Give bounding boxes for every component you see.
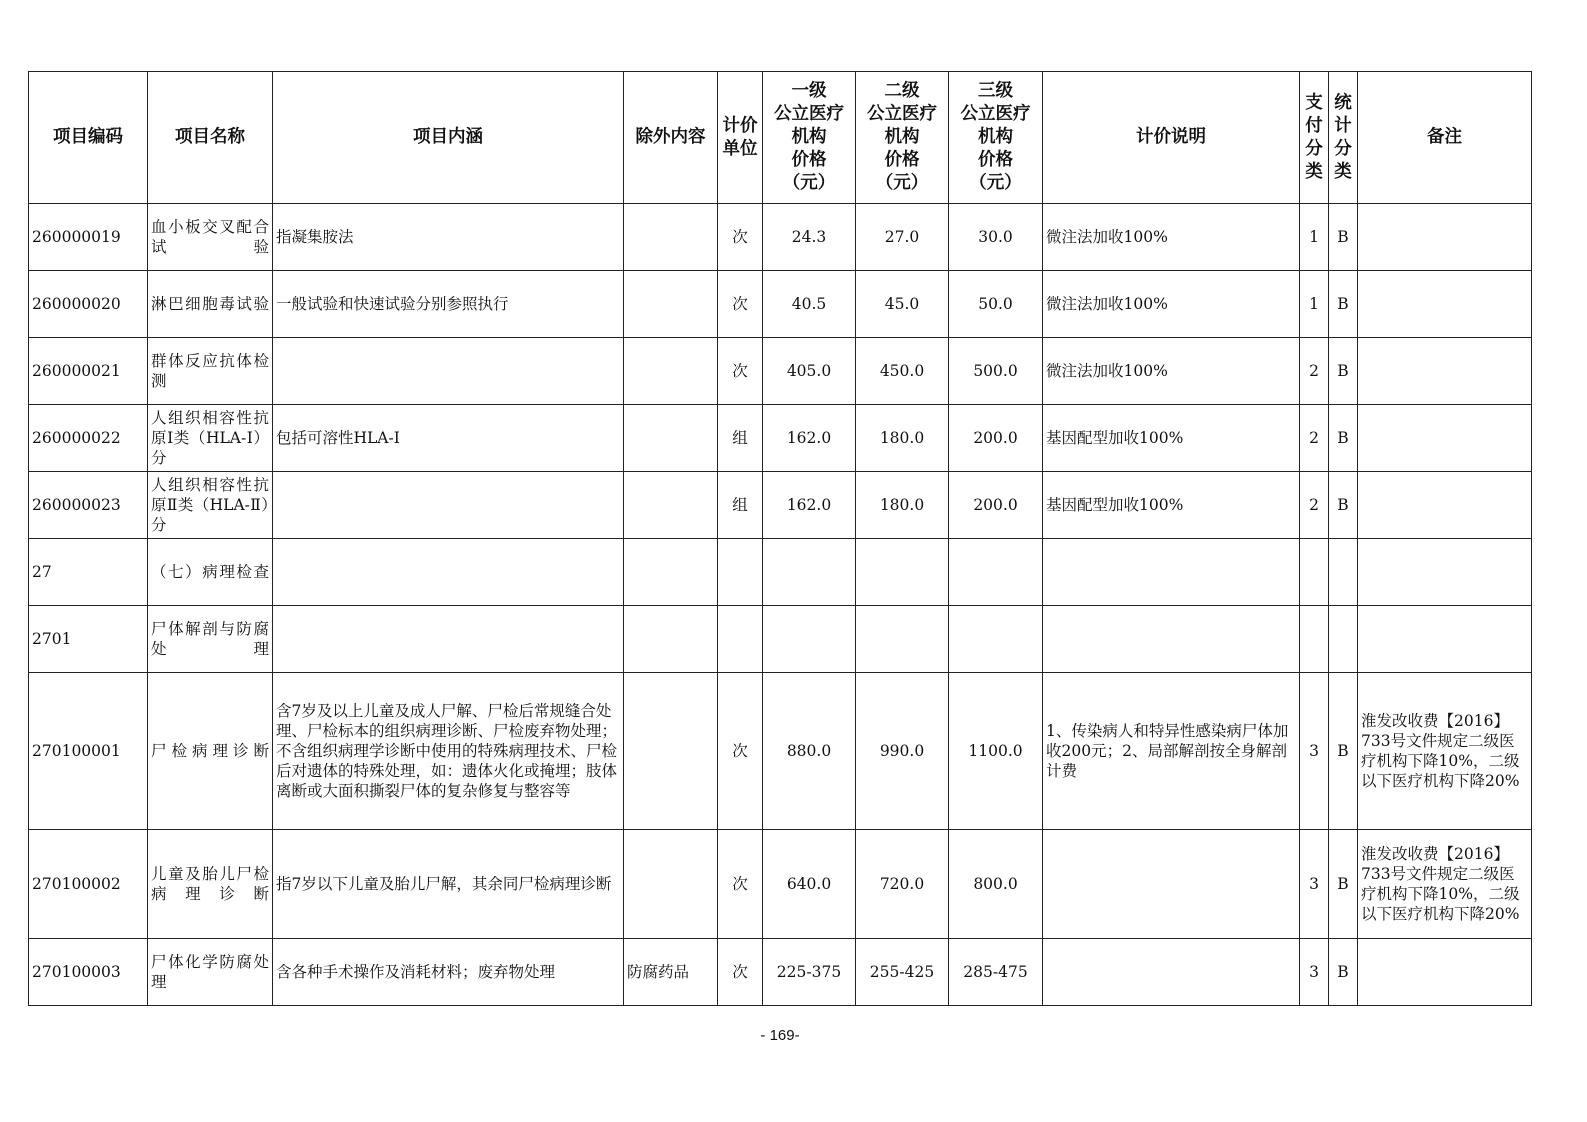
cell-note: 基因配型加收100% xyxy=(1043,472,1300,539)
cell-remark xyxy=(1358,271,1532,338)
header-price-level2 xyxy=(856,72,949,204)
cell-price2: 180.0 xyxy=(856,405,949,472)
cell-name: 血小板交叉配合试验 xyxy=(148,204,273,271)
header-price3-line: 机构 xyxy=(978,127,1013,147)
cell-content xyxy=(273,606,624,673)
cell-price2 xyxy=(856,539,949,606)
header-price1-line: 机构 xyxy=(791,127,827,147)
cell-name: 尸体解剖与防腐处理 xyxy=(148,606,273,673)
table-row xyxy=(29,539,1532,606)
header-pay: 支付分类 xyxy=(1300,72,1329,204)
cell-price2: 720.0 xyxy=(856,830,949,939)
cell-remark xyxy=(1358,204,1532,271)
cell-content xyxy=(273,539,624,606)
cell-content: 一般试验和快速试验分别参照执行 xyxy=(273,271,624,338)
cell-content: 含7岁及以上儿童及成人尸解、尸检后常规缝合处理、尸检标本的组织病理诊断、尸检废弃物处理；不含组织病理学诊断中使用的特殊病理技术、尸检后对遗体的特殊处理，如：遗体火化或掩埋；肢体离断或大面积撕裂尸体的复杂修复与整容等 xyxy=(273,673,624,830)
cell-name: 淋巴细胞毒试验 xyxy=(148,271,273,338)
header-name: 项目名称 xyxy=(148,72,273,204)
cell-stat: B xyxy=(1329,405,1358,472)
cell-price1: 405.0 xyxy=(763,338,856,405)
cell-remark xyxy=(1358,405,1532,472)
table-row xyxy=(29,338,1532,405)
cell-stat: B xyxy=(1329,338,1358,405)
table-row xyxy=(29,606,1532,673)
cell-content: 指7岁以下儿童及胎儿尸解，其余同尸检病理诊断 xyxy=(273,830,624,939)
cell-excluded xyxy=(624,472,718,539)
table-row xyxy=(29,405,1532,472)
header-remark: 备注 xyxy=(1358,72,1532,204)
cell-price1: 40.5 xyxy=(763,271,856,338)
cell-unit: 次 xyxy=(718,338,763,405)
cell-code: 260000023 xyxy=(29,472,148,539)
header-price1-line: （元） xyxy=(782,173,836,193)
header-price2-line: 价格 xyxy=(884,150,920,170)
header-price3-line: 公立医疗 xyxy=(960,104,1031,124)
cell-price1: 225-375 xyxy=(763,939,856,1006)
cell-excluded xyxy=(624,673,718,830)
cell-stat: B xyxy=(1329,271,1358,338)
header-price1-line: 一级 xyxy=(791,81,827,101)
cell-pay: 1 xyxy=(1300,271,1329,338)
cell-price1: 162.0 xyxy=(763,472,856,539)
header-price2-line: 二级 xyxy=(884,81,920,101)
cell-remark: 淮发改收费【2016】733号文件规定二级医疗机构下降10%，二级以下医疗机构下降20% xyxy=(1358,830,1532,939)
table-row xyxy=(29,673,1532,830)
cell-price3 xyxy=(949,606,1043,673)
header-price-level1 xyxy=(763,72,856,204)
cell-pay: 3 xyxy=(1300,830,1329,939)
cell-stat: B xyxy=(1329,830,1358,939)
cell-unit: 次 xyxy=(718,939,763,1006)
header-price-level3 xyxy=(949,72,1043,204)
header-row xyxy=(29,72,1532,204)
header-price1-line: 价格 xyxy=(791,150,827,170)
header-excluded: 除外内容 xyxy=(624,72,718,204)
cell-name-text: 人组织相容性抗原Ⅱ类（HLA-Ⅱ）分 xyxy=(151,476,269,534)
table-row xyxy=(29,472,1532,539)
price-table xyxy=(28,71,1532,1006)
cell-name xyxy=(148,472,273,539)
cell-code: 27 xyxy=(29,539,148,606)
cell-pay: 1 xyxy=(1300,204,1329,271)
header-content: 项目内涵 xyxy=(273,72,624,204)
cell-remark xyxy=(1358,472,1532,539)
cell-name xyxy=(148,405,273,472)
cell-remark xyxy=(1358,606,1532,673)
cell-price1 xyxy=(763,606,856,673)
cell-excluded xyxy=(624,830,718,939)
cell-excluded xyxy=(624,539,718,606)
header-stat: 统计分类 xyxy=(1329,72,1358,204)
header-price3-line: （元） xyxy=(969,173,1022,193)
cell-code: 260000022 xyxy=(29,405,148,472)
cell-excluded xyxy=(624,204,718,271)
cell-price3: 800.0 xyxy=(949,830,1043,939)
cell-code: 260000021 xyxy=(29,338,148,405)
cell-unit: 次 xyxy=(718,204,763,271)
cell-pay: 3 xyxy=(1300,673,1329,830)
cell-unit xyxy=(718,539,763,606)
cell-content: 指凝集胺法 xyxy=(273,204,624,271)
cell-price2: 45.0 xyxy=(856,271,949,338)
header-price1-line: 公立医疗 xyxy=(774,104,844,124)
cell-unit xyxy=(718,606,763,673)
cell-remark xyxy=(1358,539,1532,606)
cell-name: （七）病理检查 xyxy=(148,539,273,606)
cell-price2: 27.0 xyxy=(856,204,949,271)
cell-unit: 组 xyxy=(718,405,763,472)
table-row xyxy=(29,204,1532,271)
cell-price3: 500.0 xyxy=(949,338,1043,405)
cell-name: 尸检病理诊断 xyxy=(148,673,273,830)
cell-unit: 次 xyxy=(718,830,763,939)
cell-price2: 450.0 xyxy=(856,338,949,405)
header-price3-line: 价格 xyxy=(978,150,1013,170)
header-price3-line: 三级 xyxy=(978,81,1013,101)
cell-price1: 24.3 xyxy=(763,204,856,271)
cell-code: 2701 xyxy=(29,606,148,673)
header-price2-line: 机构 xyxy=(884,127,920,147)
table-row xyxy=(29,939,1532,1006)
header-unit: 计价单位 xyxy=(718,72,763,204)
cell-name: 儿童及胎儿尸检病理诊断 xyxy=(148,830,273,939)
cell-price3: 50.0 xyxy=(949,271,1043,338)
header-code: 项目编码 xyxy=(29,72,148,204)
cell-pay: 2 xyxy=(1300,338,1329,405)
cell-note: 微注法加收100% xyxy=(1043,271,1300,338)
header-price2-line: （元） xyxy=(875,173,929,193)
cell-content xyxy=(273,338,624,405)
cell-note xyxy=(1043,606,1300,673)
cell-price3 xyxy=(949,539,1043,606)
cell-content: 包括可溶性HLA-I xyxy=(273,405,624,472)
cell-remark xyxy=(1358,939,1532,1006)
cell-name-text: 人组织相容性抗原Ⅰ类（HLA-Ⅰ）分 xyxy=(151,409,269,467)
cell-note xyxy=(1043,939,1300,1006)
cell-pay xyxy=(1300,606,1329,673)
cell-name: 群体反应抗体检测 xyxy=(148,338,273,405)
cell-note: 微注法加收100% xyxy=(1043,338,1300,405)
cell-code: 270100001 xyxy=(29,673,148,830)
cell-content: 含各种手术操作及消耗材料；废弃物处理 xyxy=(273,939,624,1006)
cell-stat: B xyxy=(1329,939,1358,1006)
cell-price2: 990.0 xyxy=(856,673,949,830)
cell-unit: 组 xyxy=(718,472,763,539)
cell-remark: 淮发改收费【2016】733号文件规定二级医疗机构下降10%，二级以下医疗机构下降20% xyxy=(1358,673,1532,830)
cell-note: 1、传染病人和特异性感染病尸体加收200元；2、局部解剖按全身解剖计费 xyxy=(1043,673,1300,830)
cell-pay: 2 xyxy=(1300,405,1329,472)
table-row xyxy=(29,830,1532,939)
cell-stat: B xyxy=(1329,204,1358,271)
cell-excluded xyxy=(624,405,718,472)
cell-pay: 3 xyxy=(1300,939,1329,1006)
header-note: 计价说明 xyxy=(1043,72,1300,204)
cell-remark xyxy=(1358,338,1532,405)
cell-code: 270100002 xyxy=(29,830,148,939)
cell-code: 260000020 xyxy=(29,271,148,338)
cell-unit: 次 xyxy=(718,673,763,830)
cell-price3: 30.0 xyxy=(949,204,1043,271)
cell-excluded xyxy=(624,338,718,405)
cell-code: 260000019 xyxy=(29,204,148,271)
cell-price2: 255-425 xyxy=(856,939,949,1006)
cell-stat xyxy=(1329,606,1358,673)
cell-price3: 200.0 xyxy=(949,405,1043,472)
cell-stat: B xyxy=(1329,673,1358,830)
table-row xyxy=(29,271,1532,338)
cell-excluded xyxy=(624,271,718,338)
cell-pay: 2 xyxy=(1300,472,1329,539)
cell-pay xyxy=(1300,539,1329,606)
cell-note xyxy=(1043,830,1300,939)
cell-note: 基因配型加收100% xyxy=(1043,405,1300,472)
cell-price3: 200.0 xyxy=(949,472,1043,539)
cell-price1 xyxy=(763,539,856,606)
cell-price3: 1100.0 xyxy=(949,673,1043,830)
cell-code: 270100003 xyxy=(29,939,148,1006)
cell-price2 xyxy=(856,606,949,673)
cell-name: 尸体化学防腐处理 xyxy=(148,939,273,1006)
cell-price2: 180.0 xyxy=(856,472,949,539)
cell-note: 微注法加收100% xyxy=(1043,204,1300,271)
cell-content xyxy=(273,472,624,539)
cell-note xyxy=(1043,539,1300,606)
cell-excluded: 防腐药品 xyxy=(624,939,718,1006)
cell-stat xyxy=(1329,539,1358,606)
cell-excluded xyxy=(624,606,718,673)
cell-price1: 640.0 xyxy=(763,830,856,939)
cell-price1: 162.0 xyxy=(763,405,856,472)
cell-unit: 次 xyxy=(718,271,763,338)
cell-price3: 285-475 xyxy=(949,939,1043,1006)
header-price2-line: 公立医疗 xyxy=(867,104,937,124)
page-number: - 169- xyxy=(760,1027,800,1044)
cell-price1: 880.0 xyxy=(763,673,856,830)
cell-stat: B xyxy=(1329,472,1358,539)
